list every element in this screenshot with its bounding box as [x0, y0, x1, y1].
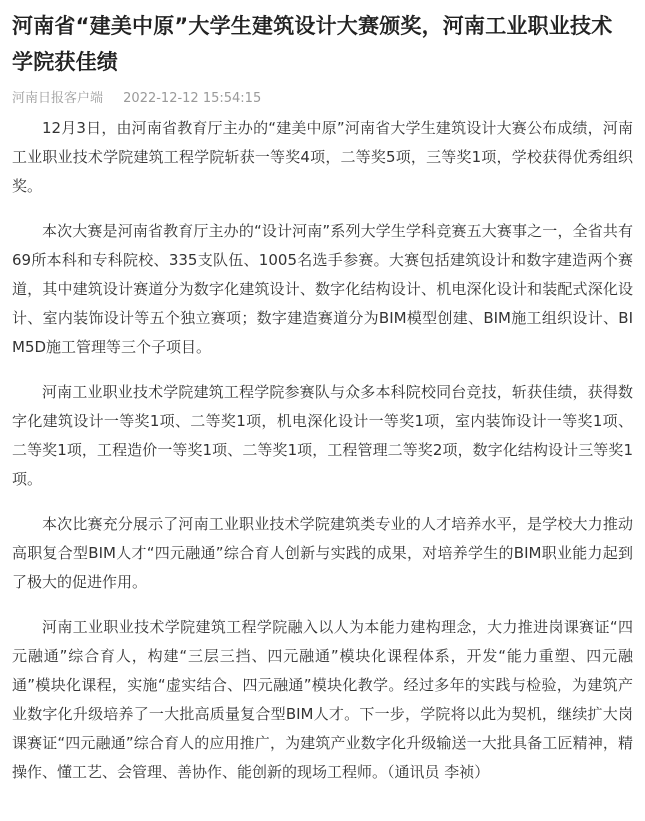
article-datetime: 2022-12-12 15:54:15: [123, 91, 262, 106]
article-meta: [12, 90, 633, 108]
article-title: 河南省“建美中原”大学生建筑设计大赛颁奖，河南工业职业技术学院获佳绩: [12, 14, 613, 74]
article-paragraph: 12月3日，由河南省教育厅主办的“建美中原”河南省大学生建筑设计大赛公布成绩，河南工业职业技术学院建筑工程学院斩获一等奖4项，二等奖5项，三等奖1项，学校获得优秀组织奖。: [12, 119, 633, 195]
article-body: [12, 114, 633, 787]
article-paragraph: 河南工业职业技术学院建筑工程学院融入以人为本能力建构理念，大力推进岗课赛证“四元融通”综合育人，构建“三层三挡、四元融通”模块化课程体系，开发“能力重塑、四元融通”模块化课程，实施“虚实结合、四元融通”模块化教学。经过多年的实践与检验，为建筑产业数字化升级培养了一大批高质量复合型BIM人才。下一步，学院将以此为契机，继续扩大岗课赛证“四元融通”综合育人的应用推广，为建筑产业数字化升级输送一大批具备工匠精神，精操作、懂工艺、会管理、善协作、能创新的现场工程师。（通讯员 李祯）: [12, 618, 633, 781]
article-paragraph: 河南工业职业技术学院建筑工程学院参赛队与众多本科院校同台竞技，斩获佳绩，获得数字化建筑设计一等奖1项、二等奖1项，机电深化设计一等奖1项，室内装饰设计一等奖1项、二等奖1项，工程造价一等奖1项、二等奖1项，工程管理二等奖2项，数字化结构设计三等奖1项。: [12, 383, 633, 488]
article-source[interactable]: 河南日报客户端: [12, 91, 104, 106]
article-paragraph: 本次比赛充分展示了河南工业职业技术学院建筑类专业的人才培养水平，是学校大力推动高职复合型BIM人才“四元融通”综合育人创新与实践的成果，对培养学生的BIM职业能力起到了极大的促进作用。: [12, 515, 633, 591]
article-paragraph: 本次大赛是河南省教育厅主办的“设计河南”系列大学生学科竞赛五大赛事之一，全省共有69所本科和专科院校、335支队伍、1005名选手参赛。大赛包括建筑设计和数字建造两个赛道，其中建筑设计赛道分为数字化建筑设计、数字化结构设计、机电深化设计和装配式深化设计、室内装饰设计等五个独立赛项；数字建造赛道分为BIM模型创建、BIM施工组织设计、BIM5D施工管理等三个子项目。: [12, 222, 633, 356]
